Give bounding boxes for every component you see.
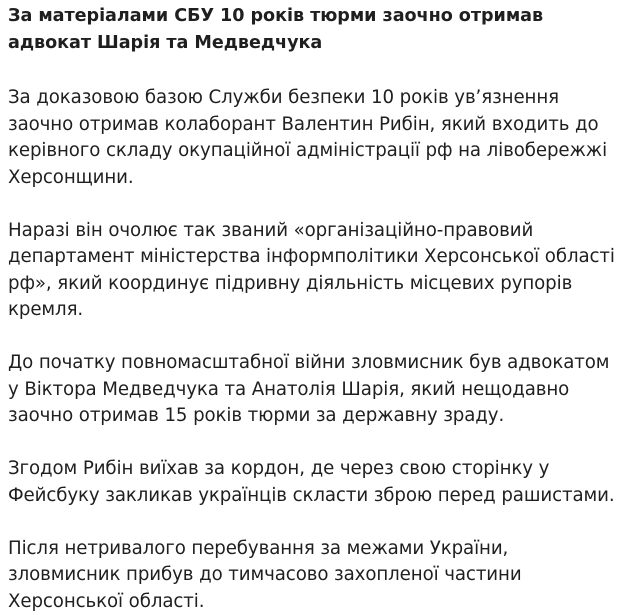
- article-paragraph-4: Згодом Рибін виїхав за кордон, де через свою сторінку у Фейсбуку закликав українців скласти зброю перед рашистами.: [8, 456, 623, 509]
- article-paragraph-3: До початку повномасштабної війни зловмисник був адвокатом у Віктора Медведчука та Анатолія Шарія, який нещодавно заочно отримав 15 років тюрми за державну зраду.: [8, 350, 623, 430]
- article-title: За матеріалами СБУ 10 років тюрми заочно отримав адвокат Шарія та Медведчука: [8, 3, 623, 57]
- article-paragraph-5: Після нетривалого перебування за межами України, зловмисник прибув до тимчасово захопленої частини Херсонської області.: [8, 536, 623, 615]
- article-paragraph-1: За доказовою базою Служби безпеки 10 років ув’язнення заочно отримав колаборант Валентин Рибін, який входить до керівного складу окупаційної адміністрації рф на лівобережжі Херсонщини.: [8, 85, 623, 191]
- article-paragraph-2: Наразі він очолює так званий «організаційно-правовий департамент міністерства інформполітики Херсонської області рф», який координує підривну діяльність місцевих рупорів кремля.: [8, 218, 623, 324]
